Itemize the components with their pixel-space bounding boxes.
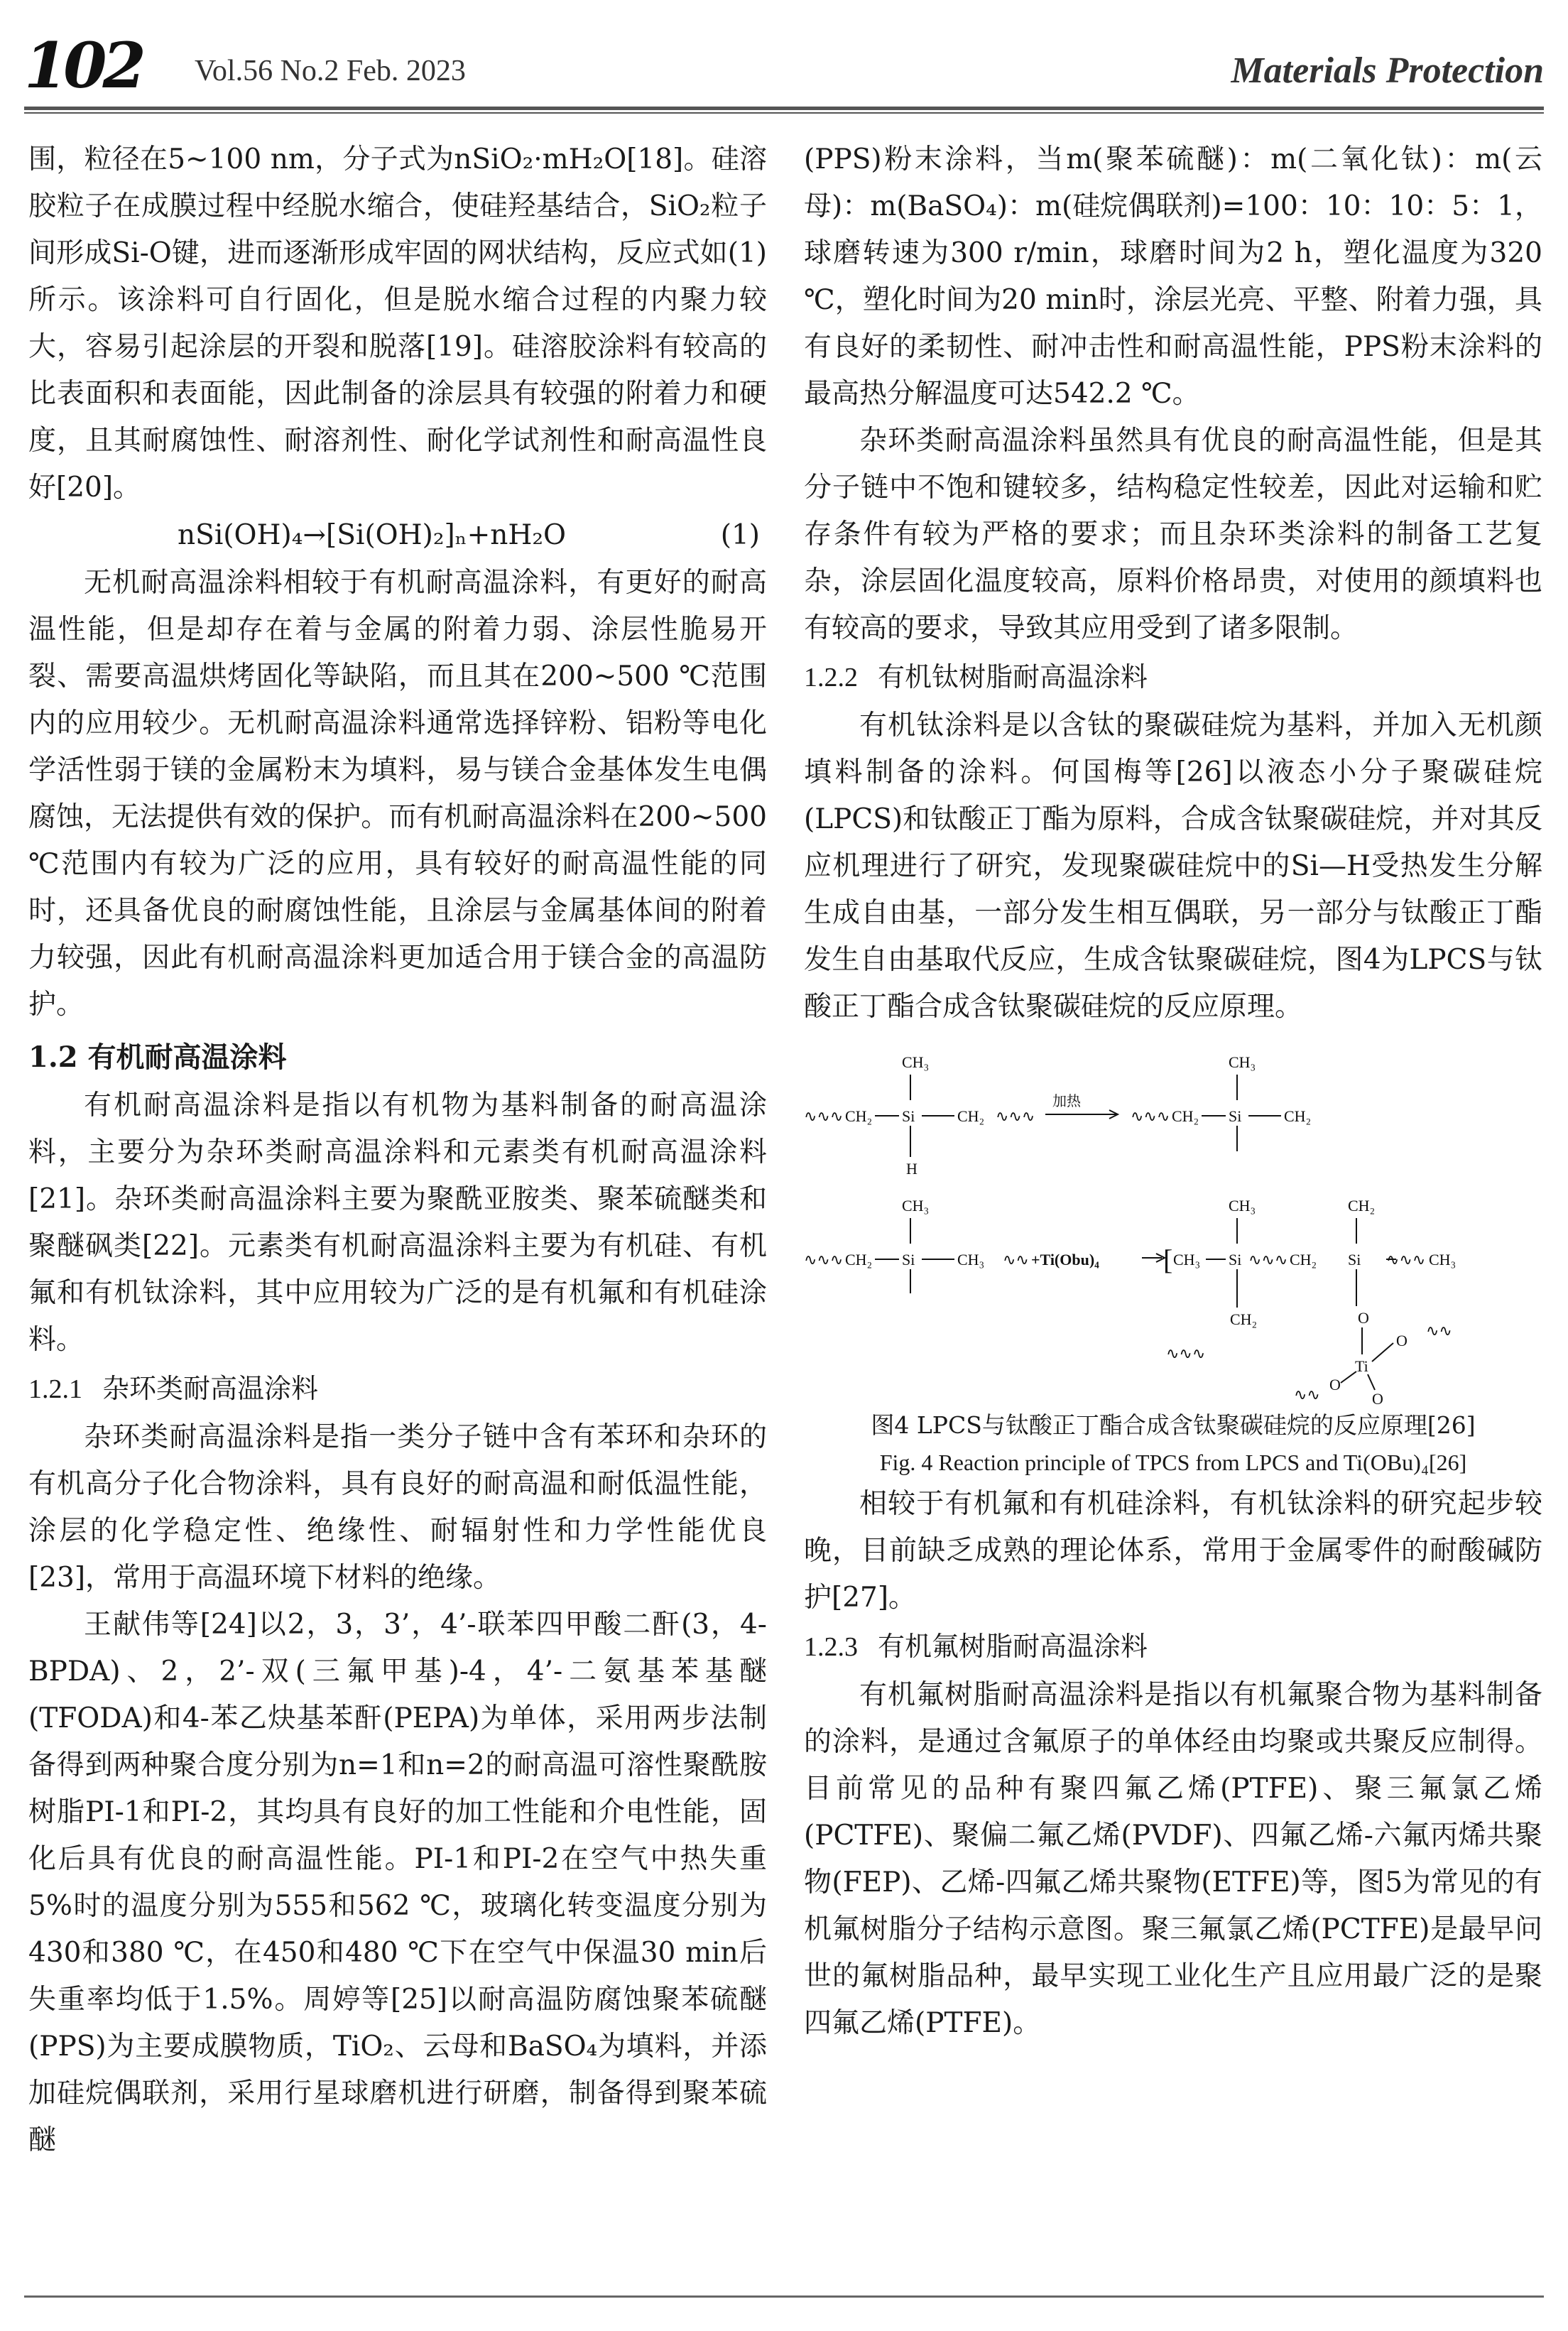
issue-info: Vol.56 No.2 Feb. 2023 [195,55,466,87]
section-heading-1-2: 1.2 有机耐高温涂料 [28,1040,287,1074]
ch3-label: CH₃ [1429,1251,1457,1268]
right-column [804,136,1542,2047]
h-label: H [906,1160,918,1178]
oxygen-label: O [1372,1390,1383,1407]
ch2-label: CH₂ [1172,1107,1199,1125]
heading-number: 1.2.2 [804,663,858,692]
ch3-label: CH₃ [957,1251,985,1268]
header-rule-thin [24,112,1544,114]
wavy-bond: ∿∿ [1294,1386,1320,1403]
bond [1368,1374,1375,1390]
paragraph: 有机氟树脂耐高温涂料是指以有机氟聚合物为基料制备的涂料，是通过含氟原子的单体经由均聚或共聚反应制得。目前常见的品种有聚四氟乙烯(PTFE)、聚三氟氯乙烯(PCTFE)、聚偏二氟乙烯(PVDF)、四氟乙烯-六氟丙烯共聚物(FEP)、乙烯-四氟乙烯共聚物(ETFE)等，图5为常见的有机氟树脂分子结构示意图。聚三氟氯乙烯(PCTFE)是最早问世的氟树脂品种，最早实现工业化生产且应用最广泛的是聚四氟乙烯(PTFE)。 [804,1679,1542,2039]
figure-caption-cn: 图4 LPCS与钛酸正丁酯合成含钛聚碳硅烷的反应原理[26] [871,1411,1476,1439]
paragraph: 有机钛涂料是以含钛的聚碳硅烷为基料，并加入无机颜填料制备的涂料。何国梅等[26]以液态小分子聚碳硅烷(LPCS)和钛酸正丁酯为原料，合成含钛聚碳硅烷，并对其反应机理进行了研究，发现聚碳硅烷中的Si—H受热发生分解生成自由基，一部分发生相互偶联，另一部分与钛酸正丁酯发生自由基取代反应，生成含钛聚碳硅烷，图4为LPCS与钛酸正丁酯合成含钛聚碳硅烷的反应原理。 [804,710,1542,1023]
si-label: Si [902,1251,915,1268]
section-heading-1-2-3 [804,1623,1542,1670]
wavy-bond: ∿∿∿ [996,1107,1035,1125]
titanium-label: Ti [1355,1357,1368,1375]
heading-number: 1.2.1 [28,1374,82,1404]
si-label: Si [902,1107,915,1125]
ch2-label: CH₂ [845,1107,873,1125]
ch2-label: CH₂ [1290,1251,1317,1268]
ch2-label: CH₂ [1230,1310,1258,1328]
heading-title: 有机氟树脂耐高温涂料 [878,1631,1148,1662]
paragraph: 围，粒径在5~100 nm，分子式为nSiO₂·mH₂O[18]。硅溶胶粒子在成膜过程中经脱水缩合，使硅羟基结合，SiO₂粒子间形成Si-O键，进而逐渐形成牢固的网状结构，反应式如(1)所示。该涂料可自行固化，但是脱水缩合过程的内聚力较大，容易引起涂层的开裂和脱落[19]。硅溶胶涂料有较高的比表面积和表面能，因此制备的涂层具有较强的附着力和硬度，且其耐腐蚀性、耐溶剂性、耐化学试剂性和耐高温性良好[20]。 [28,143,767,504]
paragraph: 有机耐高温涂料是指以有机物为基料制备的耐高温涂料，主要分为杂环类耐高温涂料和元素类有机耐高温涂料[21]。杂环类耐高温涂料主要为聚酰亚胺类、聚苯硫醚类和聚醚砜类[22]。元素类有机耐高温涂料主要为有机硅、有机氟和有机钛涂料，其中应用较为广泛的是有机氟和有机硅涂料。 [28,1090,767,1356]
bond [1372,1343,1393,1362]
wavy-bond: ∿∿∿ [1386,1251,1426,1268]
si-label: Si [1229,1251,1242,1268]
heading-number: 1.2.3 [804,1632,858,1662]
bracket: [ [1163,1244,1173,1276]
wavy-bond: ∿∿∿ [1248,1251,1288,1268]
paragraph: (PPS)粉末涂料，当m(聚苯硫醚)：m(二氧化钛)：m(云母)：m(BaSO₄)：m(硅烷偶联剂)=100：10：10：5：1，球磨转速为300 r/min，球磨时间为2 h，塑化温度为320 ℃，塑化时间为20 min时，涂层光亮、平整、附着力强，具有良好的柔韧性、耐冲击性和耐高温性能，PPS粉末涂料的最高热分解温度可达542.2 ℃。 [804,143,1542,410]
oxygen-label: O [1396,1332,1408,1349]
figure-caption-en: Fig. 4 Reaction principle of TPCS from LPCS and Ti(OBu)₄[26] [879,1450,1467,1475]
footer-rule [24,2295,1544,2298]
figure-4-reaction-diagram [804,1038,1542,1407]
equation-formula: nSi(OH)₄→[Si(OH)₂]ₙ+nH₂O [178,519,566,551]
journal-title: Materials Protection [1231,50,1544,91]
page-number: 102 [24,28,142,102]
paragraph: 杂环类耐高温涂料虽然具有优良的耐高温性能，但是其分子链中不饱和键较多，结构稳定性较差，因此对运输和贮存条件有较为严格的要求；而且杂环类涂料的制备工艺复杂，涂层固化温度较高，原料价格昂贵，对使用的颜填料也有较高的要求，导致其应用受到了诸多限制。 [804,425,1542,644]
wavy-bond: ∿∿∿ [1131,1107,1170,1125]
ch2-label: CH₂ [845,1251,873,1268]
ch3-label: CH₃ [902,1053,930,1071]
equation-number: (1) [720,519,760,551]
section-heading-1-2-2 [804,653,1542,701]
si-label: Si [1348,1251,1361,1268]
equation-1 [28,511,767,560]
wavy-bond: ∿∿∿ [1166,1344,1206,1362]
ch2-label: CH₂ [1284,1107,1312,1125]
section-heading-1-2-1 [28,1365,767,1413]
wavy-bond: ∿∿ [1003,1251,1029,1268]
heading-title: 杂环类耐高温涂料 [102,1373,319,1404]
paragraph: 杂环类耐高温涂料是指一类分子链中含有苯环和杂环的有机高分子化合物涂料，具有良好的耐高温和耐低温性能，涂层的化学稳定性、绝缘性、耐辐射性和力学性能优良[23]，常用于高温环境下材料的绝缘。 [28,1421,767,1594]
page-header [24,28,1544,105]
paragraph: 王献伟等[24]以2，3，3’，4’-联苯四甲酸二酐(3，4-BPDA)、2，2’-双(三氟甲基)-4，4’-二氨基苯基醚(TFODA)和4-苯乙炔基苯酐(PEPA)为单体，采用两步法制备得到两种聚合度分别为n=1和n=2的耐高温可溶性聚酰胺树脂PI-1和PI-2，其均具有良好的加工性能和介电性能，固化后具有优良的耐高温性能。PI-1和PI-2在空气中热失重5%时的温度分别为555和562 ℃，玻璃化转变温度分别为430和380 ℃，在450和480 ℃下在空气中保温30 min后失重率均低于1.5%。周婷等[25]以耐高温防腐蚀聚苯硫醚(PPS)为主要成膜物质，TiO₂、云母和BaSO₄为填料，并添加硅烷偶联剂，采用行星球磨机进行研磨，制备得到聚苯硫醚 [28,1609,767,2156]
oxygen-label: O [1358,1309,1369,1327]
reaction-scheme [804,1038,1542,1407]
heading-title: 有机钛树脂耐高温涂料 [878,661,1148,692]
paragraph: 相较于有机氟和有机硅涂料，有机钛涂料的研究起步较晚，目前缺乏成熟的理论体系，常用于金属零件的耐酸碱防护[27]。 [804,1488,1542,1614]
ch2-label: CH₂ [1348,1197,1376,1215]
heat-label: 加热 [1052,1092,1081,1109]
ch3-label: CH₃ [902,1197,930,1215]
bond [1341,1371,1356,1383]
ch3-label: CH₃ [1229,1053,1256,1071]
header-rule [24,107,1544,110]
reagent-label: +Ti(Obu)₄ [1031,1251,1099,1268]
paragraph: 无机耐高温涂料相较于有机耐高温涂料，有更好的耐高温性能，但是却存在着与金属的附着力弱、涂层性脆易开裂、需要高温烘烤固化等缺陷，而且其在200~500 ℃范围内的应用较少。无机耐高温涂料通常选择锌粉、铝粉等电化学活性弱于镁的金属粉末为填料，易与镁合金基体发生电偶腐蚀，无法提供有效的保护。而有机耐高温涂料在200~500 ℃范围内有较为广泛的应用，具有较好的耐高温性能的同时，还具备优良的耐腐蚀性能，且涂层与金属基体间的附着力较强，因此有机耐高温涂料更加适合用于镁合金的高温防护。 [28,567,767,1021]
ch2-label: CH₂ [957,1107,985,1125]
wavy-bond: ∿∿ [1426,1322,1452,1340]
oxygen-label: O [1329,1376,1341,1393]
wavy-bond: ∿∿∿ [804,1107,844,1125]
ch3-label: CH₃ [1229,1197,1256,1215]
ch3-label: CH₃ [1173,1251,1201,1268]
si-label: Si [1229,1107,1242,1125]
left-column [28,136,767,2164]
wavy-bond: ∿∿∿ [804,1251,844,1268]
